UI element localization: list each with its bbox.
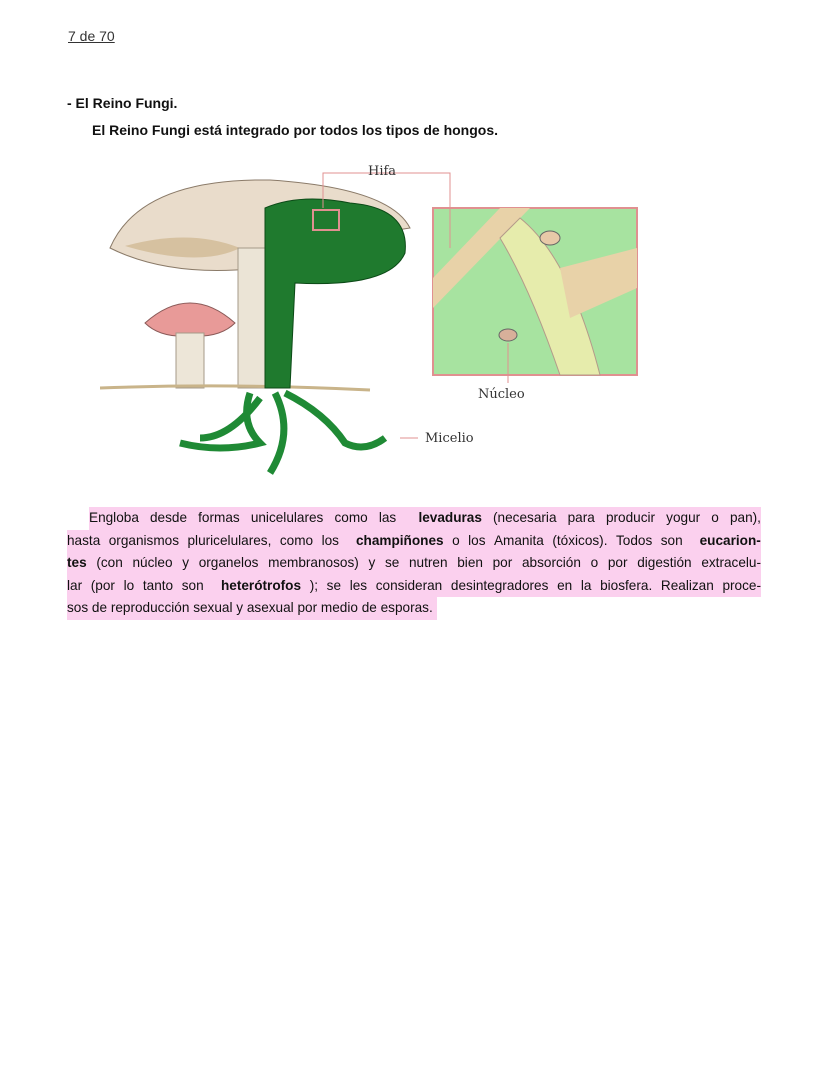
text-run: ); [309, 577, 319, 593]
text-run: (tóxicos). [552, 532, 608, 548]
text-run: proce- [722, 577, 761, 593]
text-run: organelos [198, 555, 259, 570]
page-number: 7 de 70 [68, 28, 115, 44]
paragraph-line [67, 530, 761, 553]
text-run: se [326, 577, 342, 593]
mushroom-drawing [100, 180, 410, 473]
text-run: Realizan [660, 577, 714, 593]
text-run: Todos [615, 532, 653, 548]
text-run: y [182, 555, 190, 570]
text-run: (con [96, 555, 123, 570]
paragraph-line [89, 507, 761, 530]
text-run: tanto [142, 577, 174, 593]
text-run: lar [67, 577, 83, 593]
text-run: biosfera. [600, 577, 653, 593]
text-run: organismos [108, 532, 180, 548]
text-run: digestión [637, 555, 692, 570]
paragraph-line [67, 552, 761, 575]
text-run: o [711, 510, 719, 525]
text-run: formas [198, 510, 240, 525]
bold-term: champiñones [355, 532, 444, 548]
paragraph-line [67, 575, 761, 598]
fungi-illustration [100, 158, 660, 488]
text-run: producir [605, 510, 656, 525]
text-run: consideran [375, 577, 443, 593]
bold-term: tes [67, 555, 87, 570]
text-run: por [492, 555, 513, 570]
text-run: membranosos) [268, 555, 359, 570]
text-run: por [607, 555, 628, 570]
text-run: son [660, 532, 683, 548]
bold-term: levaduras [418, 510, 482, 525]
text-run: para [567, 510, 595, 525]
text-run: absorción [521, 555, 581, 570]
text-run: hasta [67, 532, 101, 548]
text-run: y [368, 555, 376, 570]
label-nucleo: Núcleo [478, 387, 525, 402]
text-run: Amanita [493, 532, 544, 548]
text-run: (necesaria [493, 510, 557, 525]
text-run: (por [90, 577, 115, 593]
text-run: nutren [409, 555, 448, 570]
text-run: yogur [666, 510, 701, 525]
text-run: les [349, 577, 368, 593]
text-run: unicelulares [250, 510, 324, 525]
text-run: como [279, 532, 314, 548]
text-run: pluricelulares, [187, 532, 272, 548]
text-run: sos de reproducción sexual y asexual por medio de esporas. [67, 600, 433, 615]
text-run: extracelu- [701, 555, 761, 570]
text-run: son [181, 577, 204, 593]
text-run: o [590, 555, 599, 570]
text-run: la [580, 577, 592, 593]
section-subtitle: El Reino Fungi está integrado por todos los tipos de hongos. [92, 122, 499, 138]
text-run: núcleo [132, 555, 173, 570]
text-run: los [321, 532, 339, 548]
paragraph-line [67, 597, 437, 620]
text-run: en [557, 577, 573, 593]
bold-term: eucarion- [699, 532, 761, 548]
text-run: las [378, 510, 397, 525]
text-run: los [468, 532, 486, 548]
bold-term: heterótrofos [220, 577, 302, 593]
text-run: pan), [729, 510, 761, 525]
label-micelio: Micelio [425, 431, 474, 446]
text-run: desintegradores [450, 577, 549, 593]
highlighted-paragraph [67, 507, 761, 620]
text-run: bien [457, 555, 483, 570]
text-run: lo [123, 577, 135, 593]
text-run: o [452, 532, 460, 548]
text-run: como [334, 510, 368, 525]
text-run: desde [150, 510, 188, 525]
section-title: - El Reino Fungi. [67, 95, 178, 111]
text-run: se [384, 555, 400, 570]
label-hifa: Hifa [368, 164, 397, 179]
text-run: Engloba [89, 510, 139, 525]
